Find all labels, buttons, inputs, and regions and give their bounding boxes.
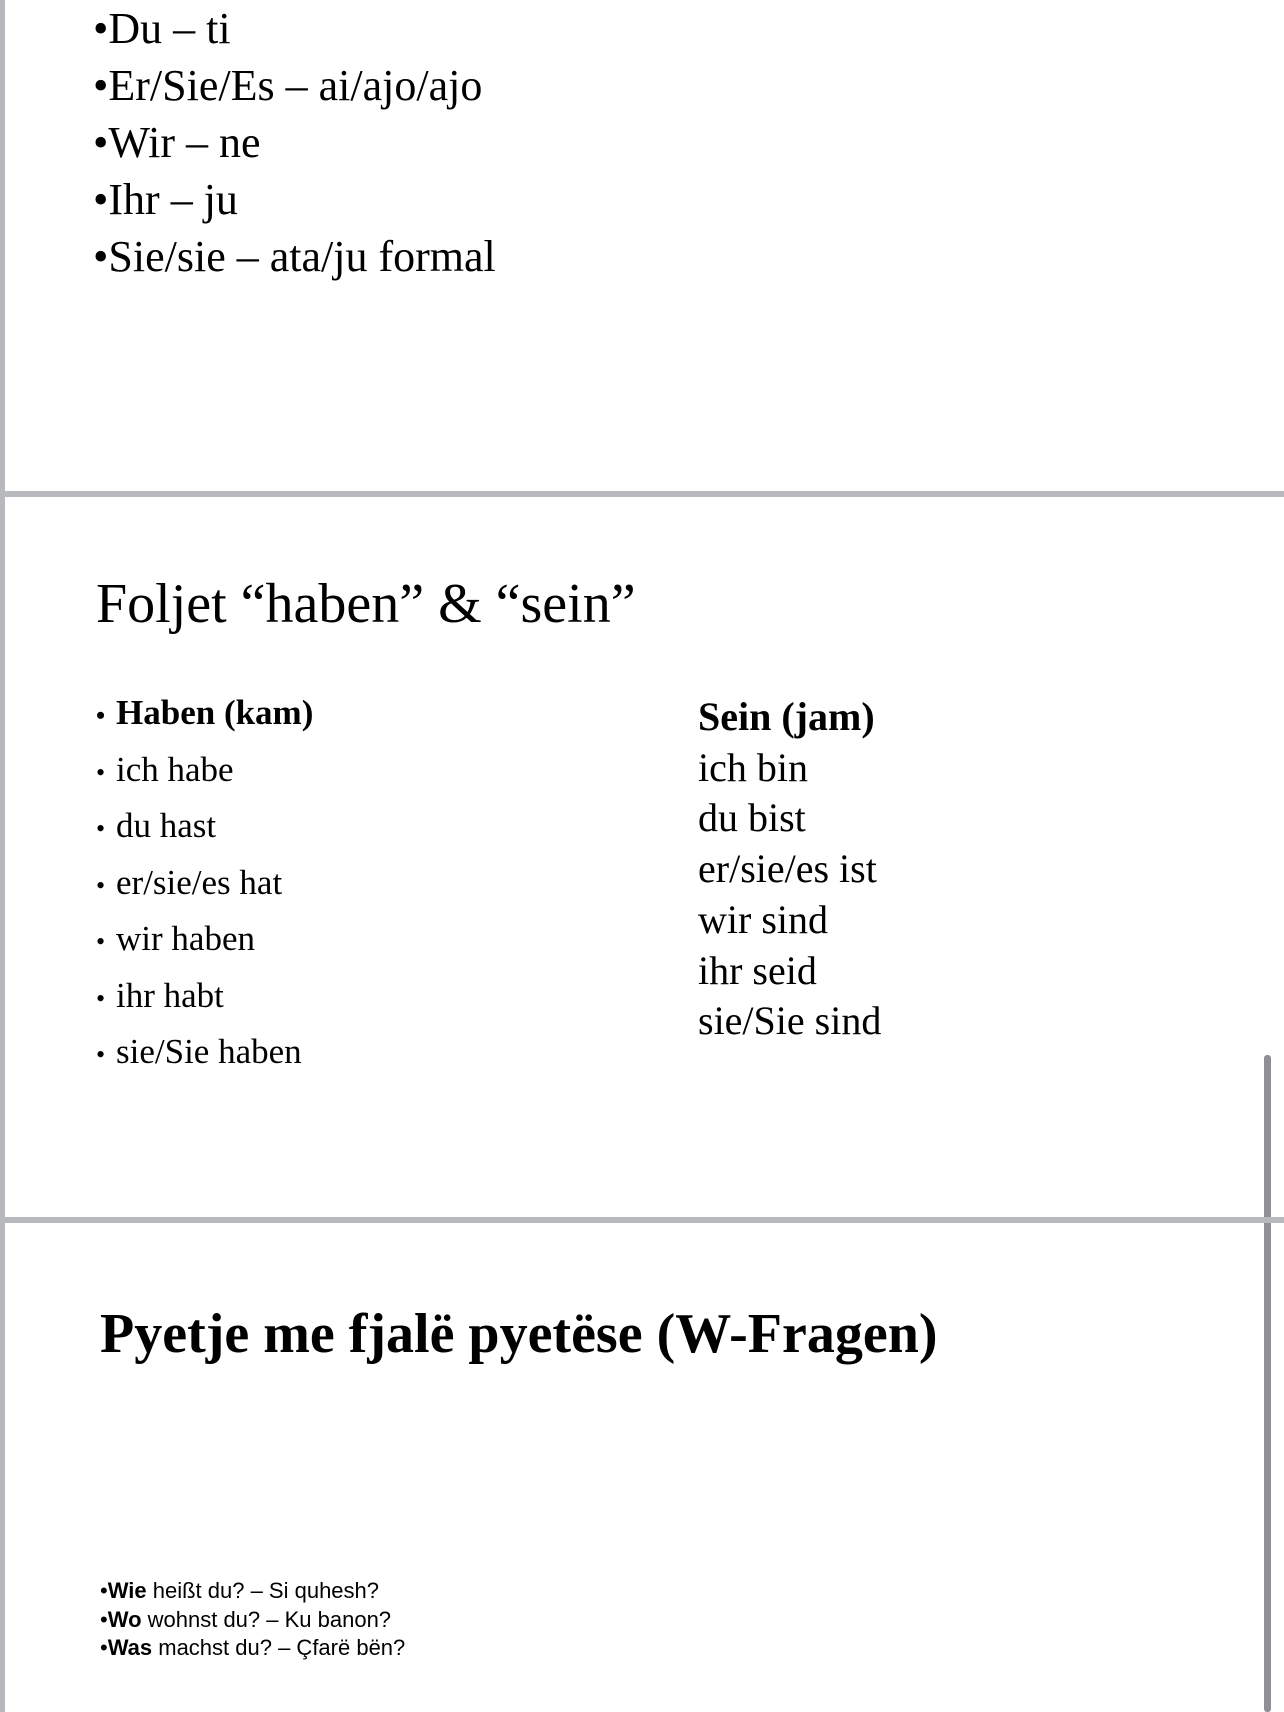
slide-divider <box>0 491 1284 497</box>
haben-header <box>96 686 313 743</box>
pronoun-item <box>93 0 496 57</box>
bullet: • <box>93 118 109 167</box>
slide-title-verbs: Foljet “haben” & “sein” <box>96 573 636 635</box>
bullet: • <box>93 232 109 281</box>
question-text: wohnst du? – Ku banon? <box>141 1606 392 1632</box>
sein-header: Sein (jam) <box>698 694 875 739</box>
sein-form: sie/Sie sind <box>698 998 882 1044</box>
sein-form: wir sind <box>698 896 828 942</box>
pronoun-item <box>93 228 496 285</box>
bullet: • <box>100 1635 108 1660</box>
haben-form <box>96 799 313 856</box>
slide-title-w-fragen: Pyetje me fjalë pyetëse (W-Fragen) <box>100 1303 938 1365</box>
sein-conjugation-list <box>698 692 881 1047</box>
pronoun-list <box>93 0 496 285</box>
bullet: • <box>96 927 106 956</box>
bullet: • <box>96 870 106 900</box>
bullet: • <box>93 4 109 53</box>
pronoun-text: Er/Sie/Es – ai/ajo/ajo <box>108 61 483 110</box>
haben-form <box>96 856 313 913</box>
question-word: Wo <box>107 1606 142 1632</box>
w-question-list <box>100 1577 405 1663</box>
haben-conjugation-list <box>96 686 313 1082</box>
pronoun-item <box>93 57 496 114</box>
question-word: Wie <box>107 1578 147 1603</box>
w-question-item <box>100 1606 405 1635</box>
haben-form-text: er/sie/es hat <box>116 862 283 902</box>
haben-form-text: wir haben <box>116 919 255 958</box>
haben-form-text: sie/Sie haben <box>116 1032 302 1071</box>
haben-form-text: du hast <box>116 806 217 845</box>
sein-form: er/sie/es ist <box>698 846 877 892</box>
bullet: • <box>96 701 106 730</box>
question-word: Was <box>107 1635 153 1660</box>
bullet: • <box>93 175 109 224</box>
bullet: • <box>93 61 109 110</box>
bullet: • <box>96 814 106 843</box>
pronoun-text: Sie/sie – ata/ju formal <box>108 232 496 281</box>
question-text: heißt du? – Si quhesh? <box>146 1578 380 1603</box>
bullet: • <box>96 1040 106 1069</box>
haben-form <box>96 1025 313 1082</box>
pronoun-item <box>93 171 496 228</box>
bullet: • <box>96 983 106 1013</box>
w-question-item <box>100 1577 405 1606</box>
bullet: • <box>96 757 106 787</box>
question-text: machst du? – Çfarë bën? <box>152 1635 406 1660</box>
pronoun-text: Du – ti <box>108 4 231 53</box>
haben-form <box>96 912 313 969</box>
haben-header-text: Haben (kam) <box>116 693 314 732</box>
w-question-item <box>100 1634 405 1663</box>
scrollbar-thumb[interactable] <box>1264 1055 1271 1712</box>
sein-form: ich bin <box>698 744 808 790</box>
sein-form: du bist <box>698 795 806 841</box>
bullet: • <box>100 1606 108 1632</box>
slide-pronouns <box>5 0 1284 490</box>
slide-divider <box>0 1217 1284 1223</box>
sein-form: ihr seid <box>698 947 817 993</box>
haben-form <box>96 969 313 1026</box>
haben-form-text: ihr habt <box>116 975 224 1015</box>
bullet: • <box>100 1578 108 1603</box>
haben-form <box>96 743 313 800</box>
pronoun-text: Wir – ne <box>108 118 261 167</box>
pronoun-text: Ihr – ju <box>108 175 238 224</box>
pronoun-item <box>93 114 496 171</box>
haben-form-text: ich habe <box>116 749 234 789</box>
